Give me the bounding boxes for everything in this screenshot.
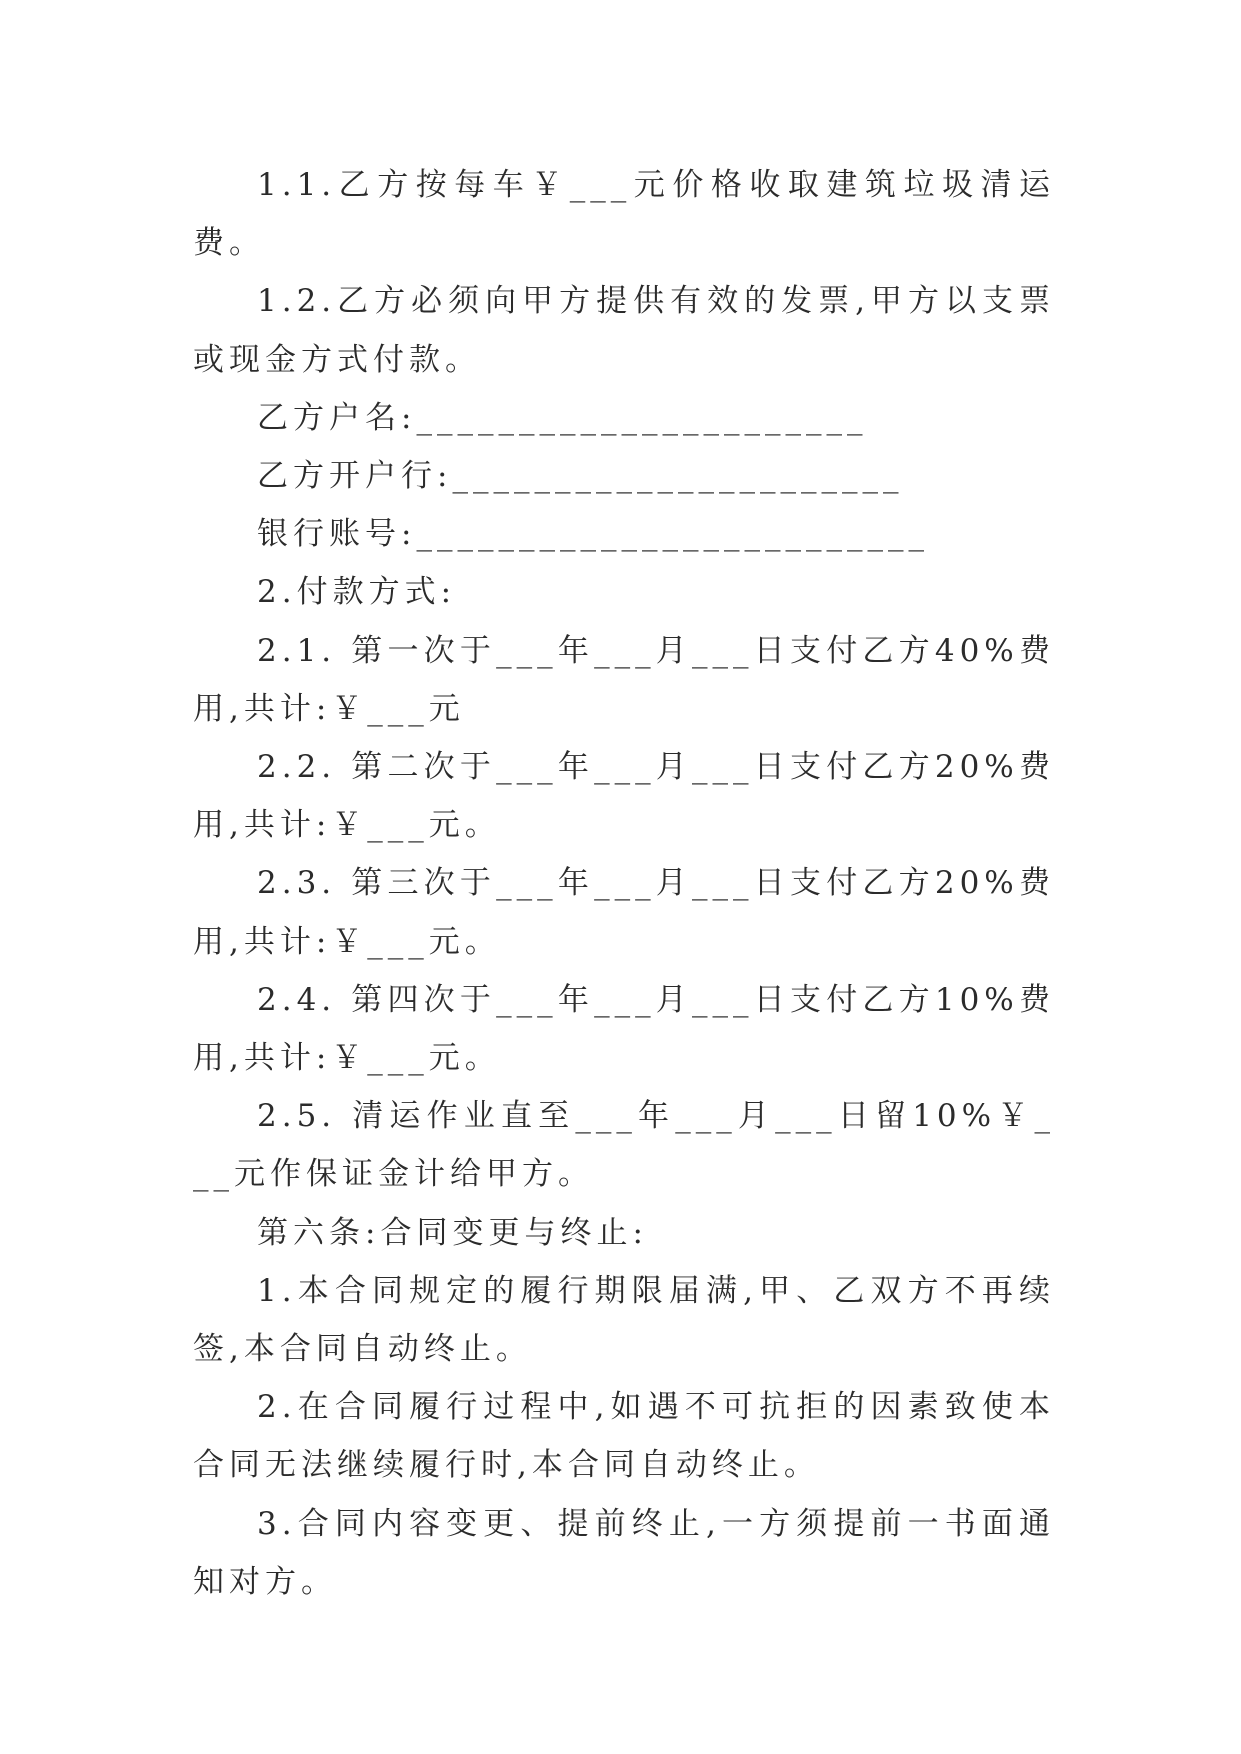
document-page (193, 156, 1055, 1611)
article-6-2: 2.在合同履行过程中,如遇不可抗拒的因素致使本合同无法继续履行时,本合同自动终止。 (193, 1389, 1055, 1484)
clause-2-1: 2.1. 第一次于___年___月___日支付乙方40%费用,共计:￥___元 (193, 632, 1055, 727)
clause-2-2: 2.2. 第二次于___年___月___日支付乙方20%费用,共计:￥___元。 (193, 749, 1055, 844)
clause-2-3: 2.3. 第三次于___年___月___日支付乙方20%费用,共计:￥___元。 (193, 865, 1055, 960)
article-6-3: 3.合同内容变更、提前终止,一方须提前一书面通知对方。 (193, 1505, 1055, 1600)
article-6-1: 1.本合同规定的履行期限届满,甲、乙双方不再续签,本合同自动终止。 (193, 1272, 1055, 1368)
article-6-heading: 第六条:合同变更与终止: (257, 1214, 648, 1251)
account-number-field: 银行账号:_________________________ (257, 516, 929, 553)
clause-2-4: 2.4. 第四次于___年___月___日支付乙方10%费用,共计:￥___元。 (193, 981, 1055, 1077)
account-bank-field: 乙方开户行:______________________ (257, 458, 904, 495)
clause-1-2: 1.2.乙方必须向甲方提供有效的发票,甲方以支票或现金方式付款。 (193, 283, 1055, 378)
clause-2-5: 2.5. 清运作业直至___年___月___日留10%￥___元作保证金计给甲方。 (193, 1098, 1055, 1193)
account-name-field: 乙方户名:______________________ (257, 399, 868, 436)
payment-method-heading: 2.付款方式: (257, 574, 457, 611)
clause-1-1: 1.1.乙方按每车￥___元价格收取建筑垃圾清运费。 (193, 167, 1055, 262)
